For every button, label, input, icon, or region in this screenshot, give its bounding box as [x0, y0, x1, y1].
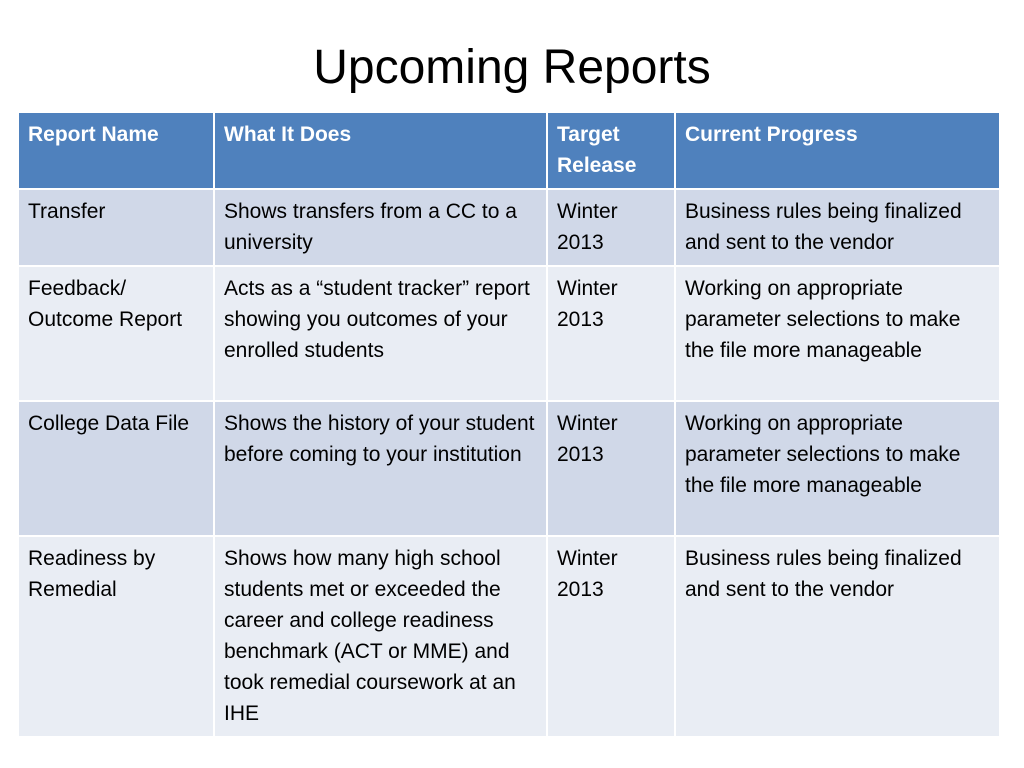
table-row: [18, 189, 1000, 266]
cell-current-progress: Working on appropriate parameter selections to make the file more manageable: [675, 266, 1000, 401]
slide-title: Upcoming Reports: [313, 41, 711, 94]
cell-report-name: Readiness by Remedial: [18, 536, 214, 737]
table-row: [18, 536, 1000, 737]
cell-what-it-does: Shows how many high school students met or exceeded the career and college readiness benchmark (ACT or MME) and took remedial coursework at an IHE: [214, 536, 547, 737]
header-target-release: Target Release: [547, 112, 675, 189]
cell-report-name: Feedback/ Outcome Report: [18, 266, 214, 401]
header-what-it-does: What It Does: [214, 112, 547, 189]
cell-target-release: Winter 2013: [547, 189, 675, 266]
header-current-progress: Current Progress: [675, 112, 1000, 189]
reports-table: [17, 111, 1001, 738]
table-header-row: [18, 112, 1000, 189]
cell-report-name: College Data File: [18, 401, 214, 536]
cell-what-it-does: Shows the history of your student before coming to your institution: [214, 401, 547, 536]
cell-what-it-does: Shows transfers from a CC to a university: [214, 189, 547, 266]
cell-what-it-does: Acts as a “student tracker” report showing you outcomes of your enrolled students: [214, 266, 547, 401]
table-row: [18, 266, 1000, 401]
table-row: [18, 401, 1000, 536]
cell-target-release: Winter 2013: [547, 401, 675, 536]
cell-current-progress: Business rules being finalized and sent to the vendor: [675, 189, 1000, 266]
header-report-name: Report Name: [18, 112, 214, 189]
cell-target-release: Winter 2013: [547, 536, 675, 737]
cell-current-progress: Working on appropriate parameter selections to make the file more manageable: [675, 401, 1000, 536]
cell-report-name: Transfer: [18, 189, 214, 266]
cell-current-progress: Business rules being finalized and sent to the vendor: [675, 536, 1000, 737]
cell-target-release: Winter 2013: [547, 266, 675, 401]
